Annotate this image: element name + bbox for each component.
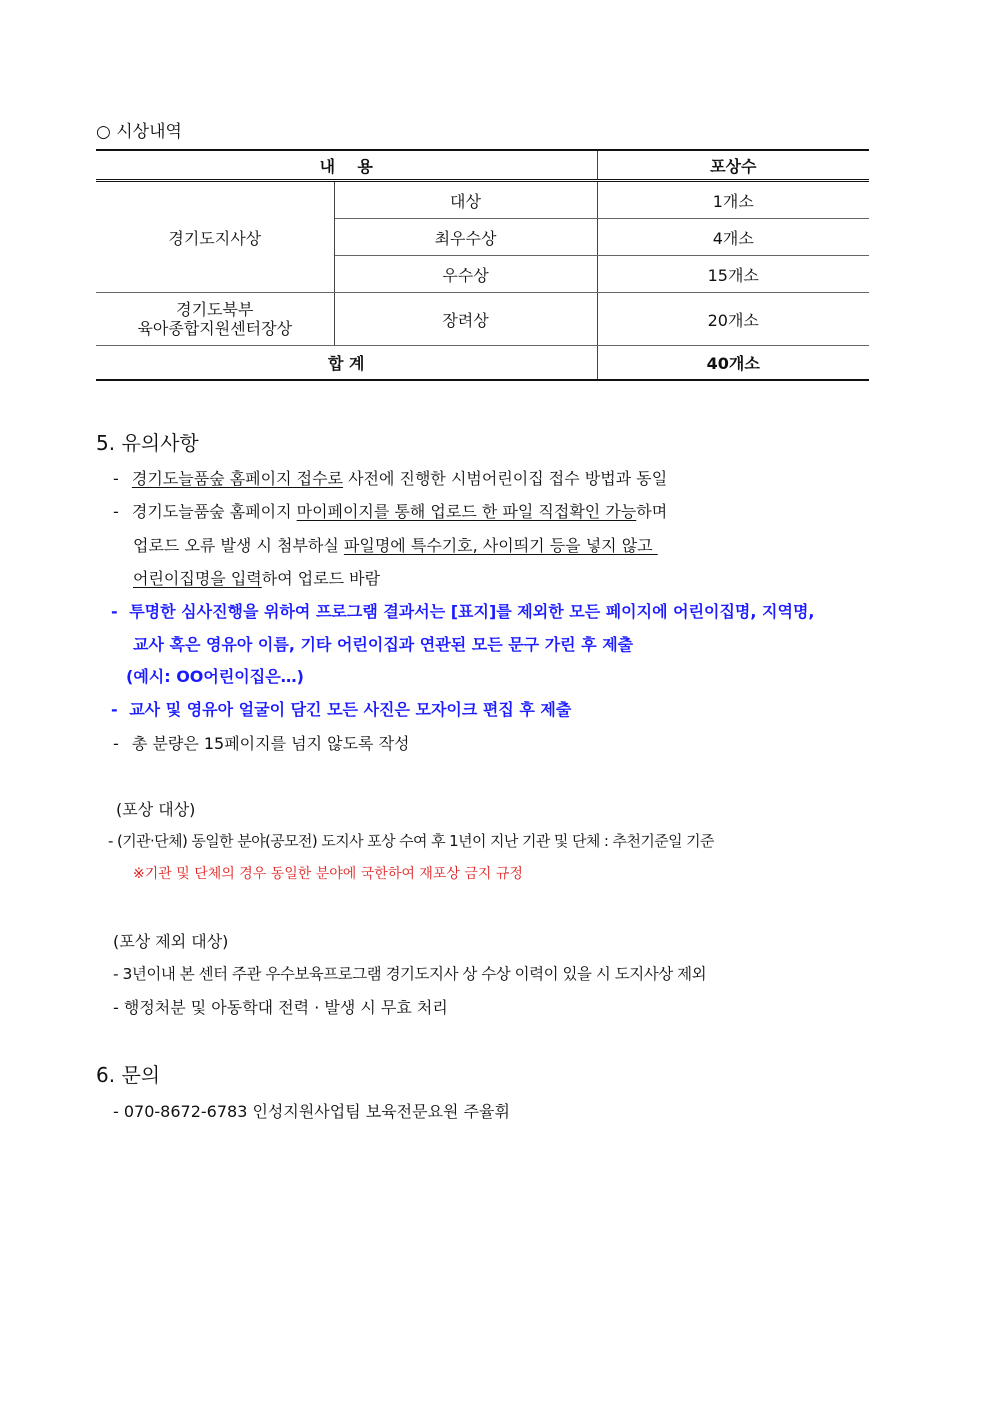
note-item-2-line-1 [113,499,667,522]
award-name: 대상 [334,181,597,219]
table-row [96,181,869,219]
note-5-text: 총 분량은 15페이지를 넘지 않도록 작성 [131,734,410,753]
eligible-item: - (기관·단체) 동일한 분야(공모전) 도지사 포상 수여 후 1년이 지난 기관 및 단체 : 추천기준일 기준 [108,832,714,850]
award-count: 4개소 [597,219,869,256]
dash: - [113,502,119,521]
note-1-underlined: 경기도늘품숲 홈페이지 접수로 [131,469,343,488]
note-item-5 [113,731,410,754]
note-3-l3: (예시: OO어린이집은…) [126,667,304,686]
table-row [96,293,869,346]
notes-heading: 5. 유의사항 [96,431,199,455]
header-count: 포상수 [597,150,869,181]
award-name: 우수상 [334,256,597,293]
dash: - [113,734,119,753]
note-2-l3-b: 하여 업로드 바람 [261,569,381,588]
group-center-director [96,293,334,346]
group-line-1: 경기도북부 [176,300,254,319]
award-count: 1개소 [597,181,869,219]
eligible-heading: (포상 대상) [116,800,196,819]
group-line-2: 육아종합지원센터장상 [137,319,293,338]
note-item-3-line-1 [111,599,815,622]
excluded-item-2: - 행정처분 및 아동학대 전력 · 발생 시 무효 처리 [113,998,448,1017]
note-2-l3-underlined: 어린이집명을 입력 [133,569,262,588]
note-2-l1-b: 하며 [636,502,668,521]
award-table [96,149,869,381]
excluded-item-1: - 3년이내 본 센터 주관 우수보육프로그램 경기도지사 상 수상 이력이 있을 시 도지사상 제외 [113,965,707,983]
note-1-rest: 사전에 진행한 시범어린이집 접수 방법과 동일 [342,469,668,488]
dash: - [111,602,118,621]
note-item-2-line-2 [133,533,658,556]
award-count: 20개소 [597,293,869,346]
eligible-note: ※기관 및 단체의 경우 동일한 분야에 국한하여 재포상 금지 규정 [133,866,523,882]
dash: - [111,700,118,719]
award-name: 장려상 [334,293,597,346]
contact-item: - 070-8672-6783 인성지원사업팀 보육전문요원 주율휘 [113,1102,510,1121]
dash: - [113,469,119,488]
table-total-row [96,346,869,381]
total-count: 40개소 [597,346,869,381]
total-label: 합 계 [96,346,597,381]
note-3-l1: 투명한 심사진행을 위하여 프로그램 결과서는 [표지]를 제외한 모든 페이지에 어린이집명, 지역명, [129,602,815,621]
note-item-4 [111,697,571,720]
note-4-text: 교사 및 영유아 얼굴이 담긴 모든 사진은 모자이크 편집 후 제출 [129,700,572,719]
group-governor: 경기도지사상 [96,181,334,293]
note-item-2-line-3 [133,566,380,589]
excluded-heading: (포상 제외 대상) [113,932,229,951]
award-section-heading: ○ 시상내역 [96,122,182,142]
note-2-l1-underlined: 마이페이지를 통해 업로드 한 파일 직접확인 가능 [296,502,637,521]
note-item-1 [113,466,667,489]
note-2-l2-a: 업로드 오류 발생 시 첨부하실 [133,536,344,555]
note-3-l2: 교사 혹은 영유아 이름, 기타 어린이집과 연관된 모든 문구 가린 후 제출 [133,635,634,654]
award-count: 15개소 [597,256,869,293]
table-header-row [96,150,869,181]
note-2-l1-a: 경기도늘품숲 홈페이지 [131,502,297,521]
contact-heading: 6. 문의 [96,1063,161,1087]
note-2-l2-underlined: 파일명에 특수기호, 사이띄기 등을 넣지 않고 [343,536,658,555]
header-content: 내 용 [96,150,597,181]
award-name: 최우수상 [334,219,597,256]
